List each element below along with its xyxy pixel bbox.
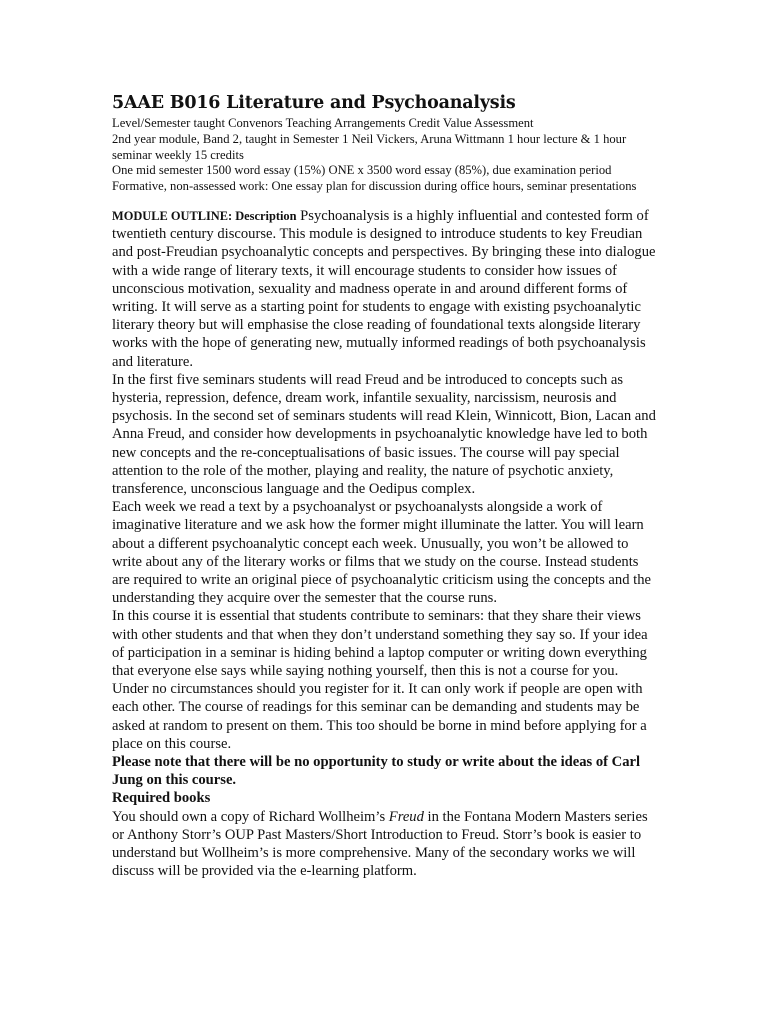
required-books-text-before: You should own a copy of Richard Wollheim’s bbox=[112, 808, 389, 825]
meta-details: 2nd year module, Band 2, taught in Semester 1 Neil Vickers, Aruna Wittmann 1 hour lecture & 1 hour seminar weekly 15 credits bbox=[112, 131, 627, 162]
document-page bbox=[112, 92, 658, 881]
required-books-text-after: in the Fontana Modern Masters series or Anthony Storr’s OUP Past Masters/Short Introduction to Freud. Storr’s book is easier to understand but Wollheim’s is more comprehensive. Many of the secondary works we will discuss will be provided via the e-learning platform. bbox=[112, 808, 648, 880]
jung-notice: Please note that there will be no opportunity to study or write about the ideas of Carl Jung on this course. bbox=[112, 754, 641, 789]
outline-paragraph-1 bbox=[112, 207, 658, 371]
outline-paragraph-3: Each week we read a text by a psychoanalyst or psychoanalysts alongside a work of imaginative literature and we ask how the former might illuminate the latter. You will learn about a different psychoanalytic concept each week. Unusually, you won’t be allowed to write about any of the literary works or films that we study on the course. Instead students are required to write an original piece of psychoanalytic criticism using the concepts and the understanding they acquire over the semester that the course runs. bbox=[112, 499, 651, 607]
module-title: 5AAE B016 Literature and Psychoanalysis bbox=[112, 93, 516, 113]
outline-paragraph-2: In the first five seminars students will read Freud and be introduced to concepts such as hysteria, repression, defence, dream work, infantile sexuality, narcissism, neurosis and psychosis. In the second set of seminars students will read Klein, Winnicott, Bion, Lacan and Anna Freud, and consider how developments in psychoanalytic knowledge have led to both new concepts and the re-conceptualisations of basic issues. The course will pay special attention to the role of the mother, playing and reality, the nature of psychotic anxiety, transference, unconscious language and the Oedipus complex. bbox=[112, 371, 656, 498]
outline-paragraph-1-text: Psychoanalysis is a highly influential and contested form of twentieth century discourse. This module is designed to introduce students to key Freudian and post-Freudian psychoanalytic concepts and perspectives. By bringing these into dialogue with a wide range of literary texts, it will encourage students to consider how issues of unconscious motivation, sexuality and madness operate in and around different forms of writing. It will serve as a starting point for students to engage with existing psychoanalytic literary theory but will emphasise the close reading of foundational texts alongside literary works with the hope of generating new, mutually informed readings of both psychoanalysis and literature. bbox=[112, 207, 656, 370]
outline-paragraph-4: In this course it is essential that students contribute to seminars: that they share their views with other students and that when they don’t understand something they say so. If your idea of participation in a seminar is hiding behind a laptop computer or writing down everything that everyone else says while saying nothing yourself, then this is not a course for you. Under no circumstances should you register for it. It can only work if people are open with each other. The course of readings for this seminar can be demanding and students may be asked at random to present on them. This too should be borne in mind before applying for a place on this course. bbox=[112, 608, 648, 752]
meta-assessment: One mid semester 1500 word essay (15%) ONE x 3500 word essay (85%), due examination period bbox=[112, 163, 612, 178]
meta-formative: Formative, non-assessed work: One essay plan for discussion during office hours, seminar presentations bbox=[112, 179, 637, 194]
module-meta bbox=[112, 116, 658, 195]
required-books-heading: Required books bbox=[112, 790, 211, 807]
freud-book-title: Freud bbox=[388, 808, 424, 825]
meta-headers: Level/Semester taught Convenors Teaching Arrangements Credit Value Assessment bbox=[112, 116, 534, 130]
required-books-text bbox=[112, 808, 658, 881]
module-outline-label: MODULE OUTLINE: Description bbox=[112, 208, 297, 223]
